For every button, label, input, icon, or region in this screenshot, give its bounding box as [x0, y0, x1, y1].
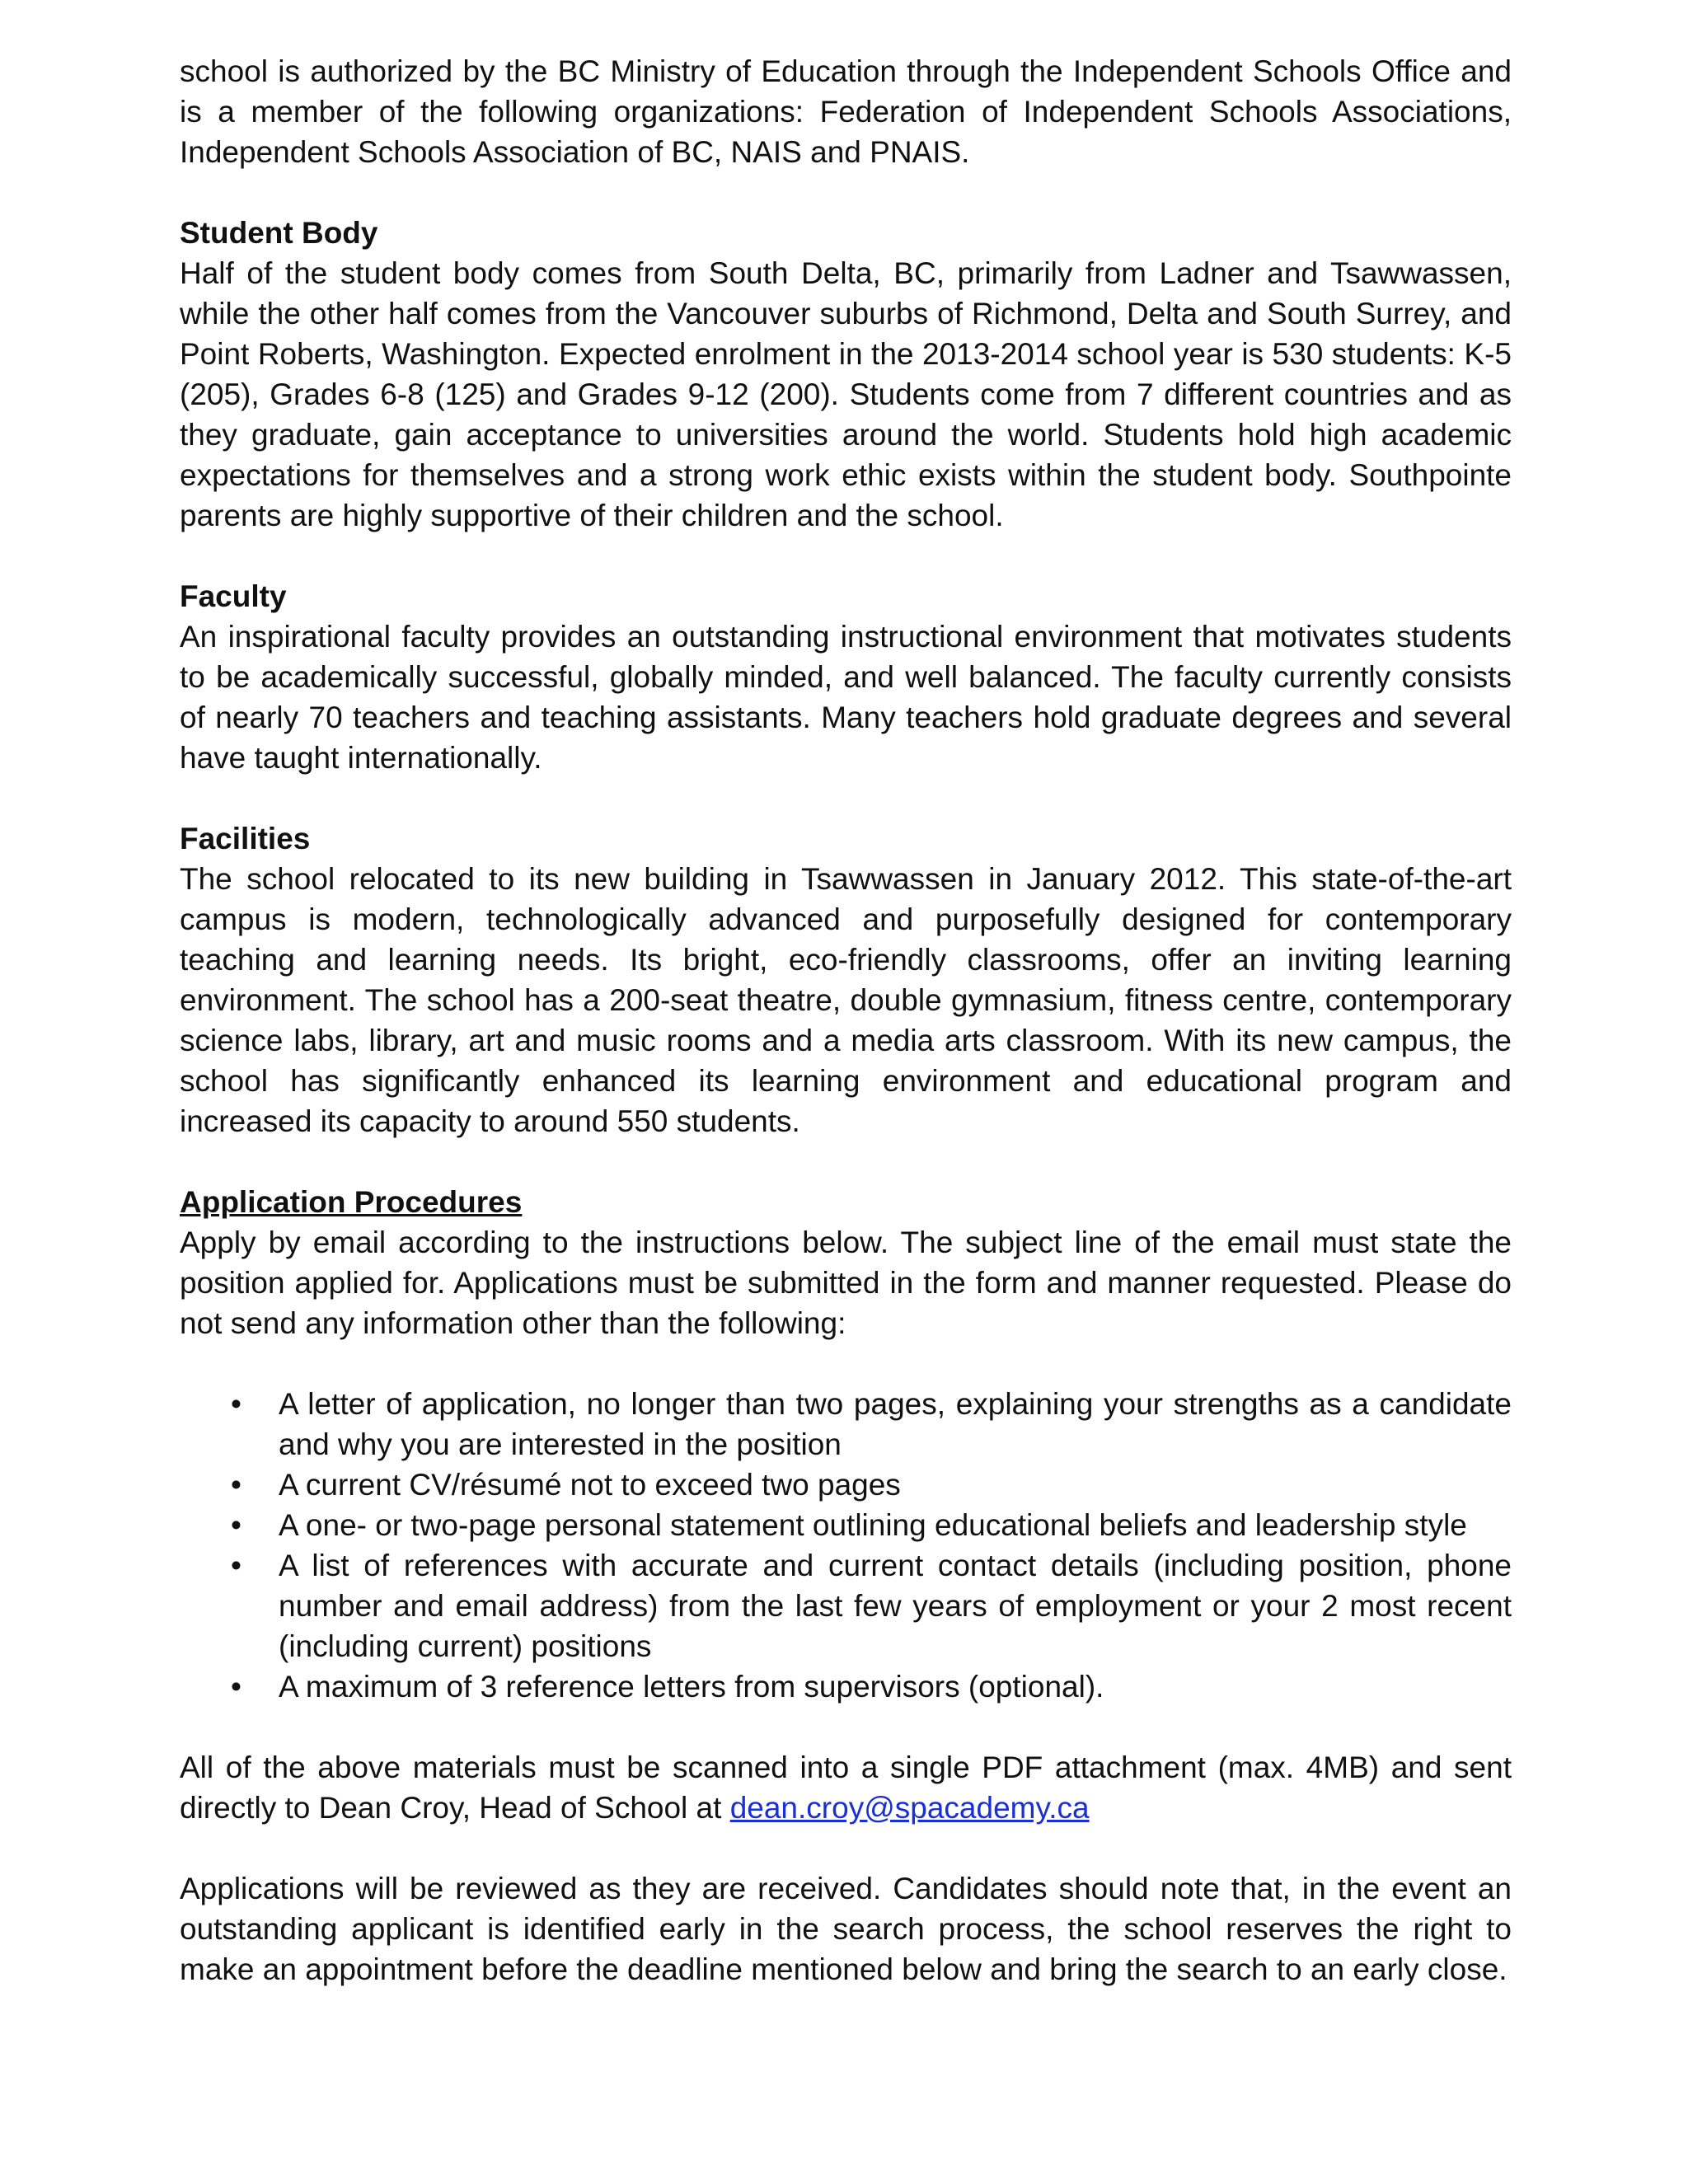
student-body-section: [180, 213, 1512, 536]
list-item: [180, 1384, 1512, 1465]
bullet-icon: •: [231, 1670, 241, 1704]
bullet-icon: •: [231, 1508, 241, 1542]
student-body-paragraph: Half of the student body comes from South Delta, BC, primarily from Ladner and Tsawwassen, while the other half comes from the Vancouver suburbs of Richmond, Delta and South Surrey, and Point Roberts, Washington. Expected enrolment in the 2013-2014 school year is 530 students: K-5 (205), Grades 6-8 (125) and Grades 9-12 (200). Students come from 7 different countries and as they graduate, gain acceptance to universities around the world. Students hold high academic expectations for themselves and a strong work ethic exists within the student body. Southpointe parents are highly supportive of their children and the school.: [180, 256, 1512, 532]
bullet-icon: •: [231, 1468, 241, 1502]
application-intro-paragraph: Apply by email according to the instructions below. The subject line of the email must state the position applied for. Applications must be submitted in the form and manner requested. Please do not send any information other than the following:: [180, 1226, 1512, 1340]
email-link[interactable]: dean.croy@spacademy.ca: [729, 1791, 1090, 1825]
facilities-section: [180, 818, 1512, 1141]
list-item: [180, 1666, 1512, 1707]
list-item-text: A maximum of 3 reference letters from supervisors (optional).: [279, 1670, 1104, 1704]
student-body-heading: Student Body: [180, 216, 378, 250]
application-procedures-heading: Application Procedures: [180, 1185, 523, 1219]
materials-text: All of the above materials must be scanned into a single PDF attachment (max. 4MB) and sent directly to Dean Croy, Head of School at: [180, 1750, 1512, 1825]
list-item: [180, 1465, 1512, 1505]
document-page: [180, 51, 1512, 2030]
list-item-text: A one- or two-page personal statement outlining educational beliefs and leadership style: [279, 1508, 1467, 1542]
facilities-heading: Facilities: [180, 822, 311, 855]
list-item-text: A list of references with accurate and current contact details (including position, phone number and email address) from the last few years of employment or your 2 most recent (including current) positions: [279, 1549, 1512, 1663]
bullet-icon: •: [231, 1387, 241, 1421]
facilities-paragraph: The school relocated to its new building in Tsawwassen in January 2012. This state-of-the-art campus is modern, technologically advanced and purposefully designed for contemporary teaching and learning needs. Its bright, eco-friendly classrooms, offer an inviting learning environment. The school has a 200-seat theatre, double gymnasium, fitness centre, contemporary science labs, library, art and music rooms and a media arts classroom. With its new campus, the school has significantly enhanced its learning environment and educational program and increased its capacity to around 550 students.: [180, 862, 1512, 1138]
faculty-heading: Faculty: [180, 579, 287, 613]
review-paragraph: Applications will be reviewed as they are received. Candidates should note that, in the event an outstanding applicant is identified early in the search process, the school reserves the right to make an appointment before the deadline mentioned below and bring the search to an early close.: [180, 1872, 1512, 1986]
application-requirements-list: [180, 1384, 1512, 1707]
bullet-icon: •: [231, 1549, 241, 1582]
materials-paragraph: [180, 1747, 1512, 1828]
faculty-paragraph: An inspirational faculty provides an outstanding instructional environment that motivates students to be academically successful, globally minded, and well balanced. The faculty currently consists of nearly 70 teachers and teaching assistants. Many teachers hold graduate degrees and several have taught internationally.: [180, 620, 1512, 775]
application-section: [180, 1182, 1512, 1990]
list-item-text: A letter of application, no longer than two pages, explaining your strengths as a candidate and why you are interested in the position: [279, 1387, 1512, 1461]
faculty-section: [180, 576, 1512, 778]
list-item: [180, 1505, 1512, 1545]
list-item-text: A current CV/résumé not to exceed two pages: [279, 1468, 901, 1502]
list-item: [180, 1545, 1512, 1666]
intro-paragraph: school is authorized by the BC Ministry of Education through the Independent Schools Office and is a member of the following organizations: Federation of Independent Schools Associations, Independent Schools Association of BC, NAIS and PNAIS.: [180, 54, 1512, 169]
